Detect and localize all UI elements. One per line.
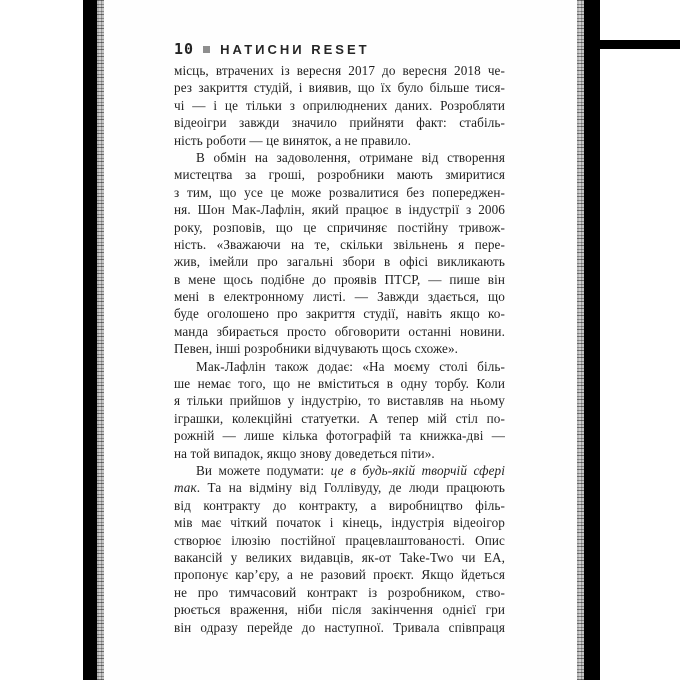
text-line: з тим, що усе це може розвалитися без попереджен-: [174, 184, 505, 200]
text-line: відеоігри завжди значило прийняти факт: стабіль-: [174, 115, 505, 131]
italic-text-segment: це в будь-якій творчій сфері: [330, 462, 505, 478]
text-line: ність роботи — це виняток, а не правило.: [174, 132, 411, 148]
text-line: не про тимчасовий контракт із розробником, ство-: [174, 584, 505, 600]
text-line: Певен, інші розробники відчувають щось схоже».: [174, 341, 459, 357]
text-line: чі — і це тільки з оприлюднених даних. Розробляти: [174, 97, 505, 113]
text-line: пропонує кар’єру, а не разовий проєкт. Якщо йдеться: [174, 567, 505, 583]
scan-noise-strip-left: [97, 0, 104, 680]
text-line: вакансій у великих видавців, як-от Take-Two чи EA,: [174, 549, 505, 565]
text-line: буде оголошено про закриття студії, навіть якщо ко-: [174, 306, 505, 322]
text-line: В обмін на задоволення, отримане від створення: [196, 149, 505, 165]
right-edge-tab: [598, 40, 680, 49]
text-line: манда збирається просто обговорити останні новини.: [174, 323, 505, 339]
text-line: місць, втрачених із вересня 2017 до вересня 2018 че-: [174, 63, 505, 78]
text-line: жив, імейли про загальні збори в офісі викликають: [174, 254, 505, 270]
text-line: створює ілюзію постійної працевлаштованості. Опис: [174, 532, 505, 548]
paragraph: [174, 462, 505, 636]
text-line: від контракту до контракту, а виробництво філь-: [174, 497, 505, 513]
square-bullet-icon: [203, 46, 210, 53]
paragraph: [174, 62, 505, 149]
text-line: ня. Шон Мак-Лафлін, який працює в індустрії з 2006: [174, 202, 505, 218]
text-line: рез закриття студій, і виявив, що їх було більше тися-: [174, 80, 505, 96]
text-line: мистецтва за гроші, розробники мають змиритися: [174, 167, 505, 183]
text-line: в мене щось подібне до проявів ПТСР, — пише він: [174, 271, 505, 287]
text-line: я тільки прийшов у індустрію, то виставляв на ньому: [174, 393, 505, 409]
text-segment: . Та на відміну від Голлівуду, де люди працюють: [196, 480, 505, 496]
text-line: Мак-Лафлін також додає: «На моєму столі біль-: [196, 358, 505, 374]
scan-edge-bar-left: [83, 0, 97, 680]
text-line: [174, 479, 505, 496]
text-line: ше немає того, що не вміститься в одну торбу. Коли: [174, 376, 505, 392]
text-line: рюється враження, ніби після закінчення однієї гри: [174, 602, 505, 618]
scan-edge-bar-right: [584, 0, 600, 680]
scan-noise-strip-right: [577, 0, 584, 680]
text-line: іграшки, колекційні статуетки. А тепер мій стіл по-: [174, 410, 505, 426]
text-line: мів має чіткий початок і кінець, індустрія відеоігор: [174, 515, 505, 531]
text-segment: Ви можете подумати:: [196, 462, 331, 478]
book-page: [104, 0, 577, 680]
text-line: рожній — лише кілька фотографій та книжка-дві —: [174, 428, 505, 444]
running-head: [174, 40, 370, 58]
text-line: на той випадок, якщо знову доведеться піти».: [174, 445, 435, 461]
text-line: мені в електронному листі. — Завжди здається, що: [174, 289, 505, 305]
italic-text-segment: так: [174, 480, 197, 496]
running-title: НАТИСНИ RESET: [220, 41, 370, 57]
paragraph: [174, 149, 505, 358]
text-line: ність. «Зважаючи на те, скільки звільнень я пере-: [174, 236, 505, 252]
page-number: 10: [174, 40, 195, 58]
text-line: року, розповів, що це спричиняє постійну тривож-: [174, 219, 505, 235]
paragraph: [174, 358, 505, 462]
text-line: [174, 462, 505, 479]
page-text: [174, 62, 505, 636]
text-line: він одразу перейде до наступної. Тривала співпраця: [174, 619, 505, 635]
